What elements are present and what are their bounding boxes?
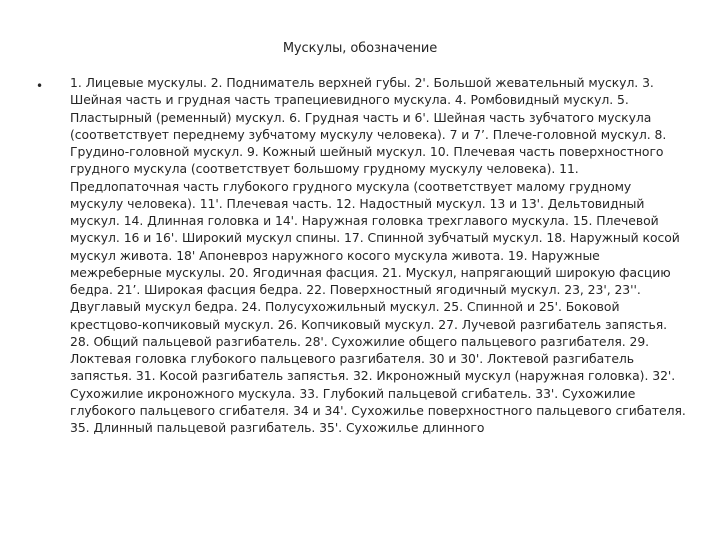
slide-title: Мускулы, обозначение — [282, 41, 438, 56]
bullet-text: 1. Лицевые мускулы. 2. Подниматель верхней губы. 2'. Большой жевательный мускул. 3. Шейная часть и грудная часть трапециевидного мускула. 4. Ромбовидный мускул. 5. Пластырный (ременный) мускул. 6. Грудная часть и 6'. Шейная часть зубчатого мускула (соответствует переднему зубчатому мускулу человека). 7 и 7’. Плече-головной мускул. 8. Грудино-головной мускул. 9. Кожный шейный мускул. 10. Плечевая часть поверхностного грудного мускула (соответствует большому грудному мускулу человека). 11. Предлопаточная часть глубокого грудного мускула (соответствует малому грудному мускулу человека). 11'. Плечевая часть. 12. Надостный мускул. 13 и 13'. Дельтовидный мускул. 14. Длинная головка и 14'. Наружная головка трехглавого мускула. 15. Плечевой мускул. 16 и 16'. Широкий мускул спины. 17. Спинной зубчатый мускул. 18. Наружный косой мускул живота. 18' Апоневроз наружного косого мускула живота. 19. Наружные межреберные мускулы. 20. Ягодичная фасция. 21. Мускул, напрягающий широкую фасцию бедра. 21’. Широкая фасция бедра. 22. Поверхностный ягодичный мускул. 23, 23', 23''. Двуглавый мускул бедра. 24. Полусухожильный мускул. 25. Спинной и 25'. Боковой крестцово-копчиковый мускул. 26. Копчиковый мускул. 27. Лучевой разгибатель запястья. 28. Общий пальцевой разгибатель. 28'. Сухожилие общего пальцевого разгибателя. 29. Локтевая головка глубокого пальцевого разгибателя. 30 и 30'. Локтевой разгибатель запястья. 31. Косой разгибатель запястья. 32. Икроножный мускул (наружная головка). 32'. Сухожилие икроножного мускула. 33. Глубокий пальцевой сгибатель. 33'. Сухожилие глубокого пальцевого сгибателя. 34 и 34'. Сухожилье поверхностного пальцевого сгибателя. 35. Длинный пальцевой разгибатель. 35'. Сухожилье длинного — [70, 75, 686, 435]
bullet-marker: • — [36, 79, 44, 93]
